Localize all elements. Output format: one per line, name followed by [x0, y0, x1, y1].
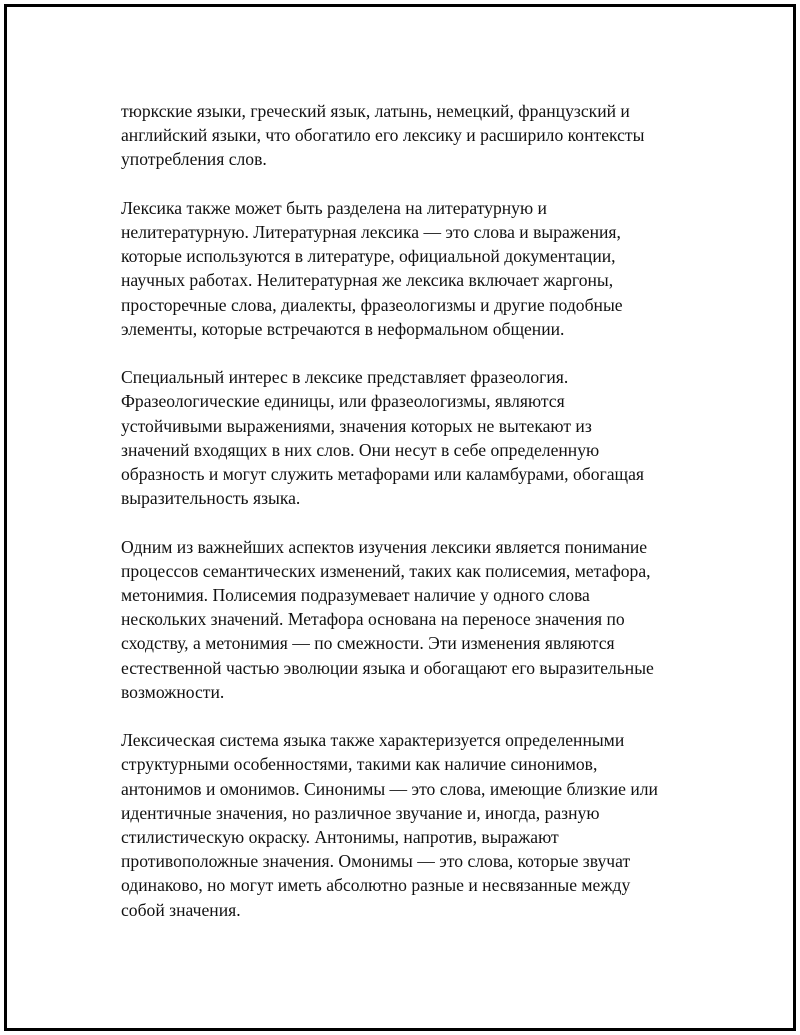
text-line: Лексическая система языка также характеризуется определенными — [121, 730, 625, 751]
text-line: научных работах. Нелитературная же лексика включает жаргоны, — [121, 270, 614, 291]
text-line: выразительность языка. — [121, 488, 301, 509]
paragraph — [121, 196, 701, 341]
text-line: структурными особенностями, такими как наличие синонимов, — [121, 754, 598, 775]
paragraph — [121, 535, 701, 704]
text-line: устойчивыми выражениями, значения которых не вытекают из — [121, 415, 592, 436]
text-line: нескольких значений. Метафора основана на переносе значения по — [121, 609, 625, 630]
text-line: просторечные слова, диалекты, фразеологизмы и другие подобные — [121, 294, 623, 315]
text-line: идентичные значения, но различное звучание и, иногда, разную — [121, 802, 600, 823]
text-line: антонимов и омонимов. Синонимы — это слова, имеющие близкие или — [121, 778, 658, 799]
text-line: стилистическую окраску. Антонимы, напротив, выражают — [121, 827, 559, 848]
text-line: Одним из важнейших аспектов изучения лексики является понимание — [121, 536, 648, 557]
text-line: нелитературную. Литературная лексика — это слова и выражения, — [121, 222, 621, 242]
text-line: процессов семантических изменений, таких как полисемия, метафора, — [121, 560, 651, 581]
text-line: собой значения. — [121, 899, 241, 920]
text-line: возможности. — [121, 681, 225, 702]
text-line: употребления слов. — [121, 149, 267, 170]
paragraph — [121, 99, 701, 172]
paragraph — [121, 365, 701, 510]
text-line: которые используются в литературе, официальной документации, — [121, 246, 616, 267]
text-line: сходству, а метонимия — по смежности. Эти изменения являются — [121, 633, 615, 654]
text-line: элементы, которые встречаются в неформальном общении. — [121, 318, 565, 339]
text-line: значений входящих в них слов. Они несут в себе определенную — [121, 439, 600, 460]
text-line: образность и могут служить метафорами или каламбурами, обогащая — [121, 464, 644, 485]
page-frame — [4, 4, 796, 1031]
document-body — [121, 99, 701, 946]
text-line: одинаково, но могут иметь абсолютно разные и несвязанные между — [121, 875, 631, 896]
paragraph — [121, 728, 701, 922]
text-line: Лексика также может быть разделена на литературную и — [121, 197, 547, 218]
text-line: естественной частью эволюции языка и обогащают его выразительные — [121, 657, 654, 678]
text-line: тюркские языки, греческий язык, латынь, немецкий, французский и — [121, 101, 630, 121]
text-line: английский языки, что обогатило его лексику и расширило контексты — [121, 125, 645, 146]
text-line: метонимия. Полисемия подразумевает наличие у одного слова — [121, 585, 590, 606]
text-line: противоположные значения. Омонимы — это слова, которые звучат — [121, 851, 631, 872]
text-line: Фразеологические единицы, или фразеологизмы, являются — [121, 391, 565, 412]
text-line: Специальный интерес в лексике представляет фразеология. — [121, 367, 569, 388]
